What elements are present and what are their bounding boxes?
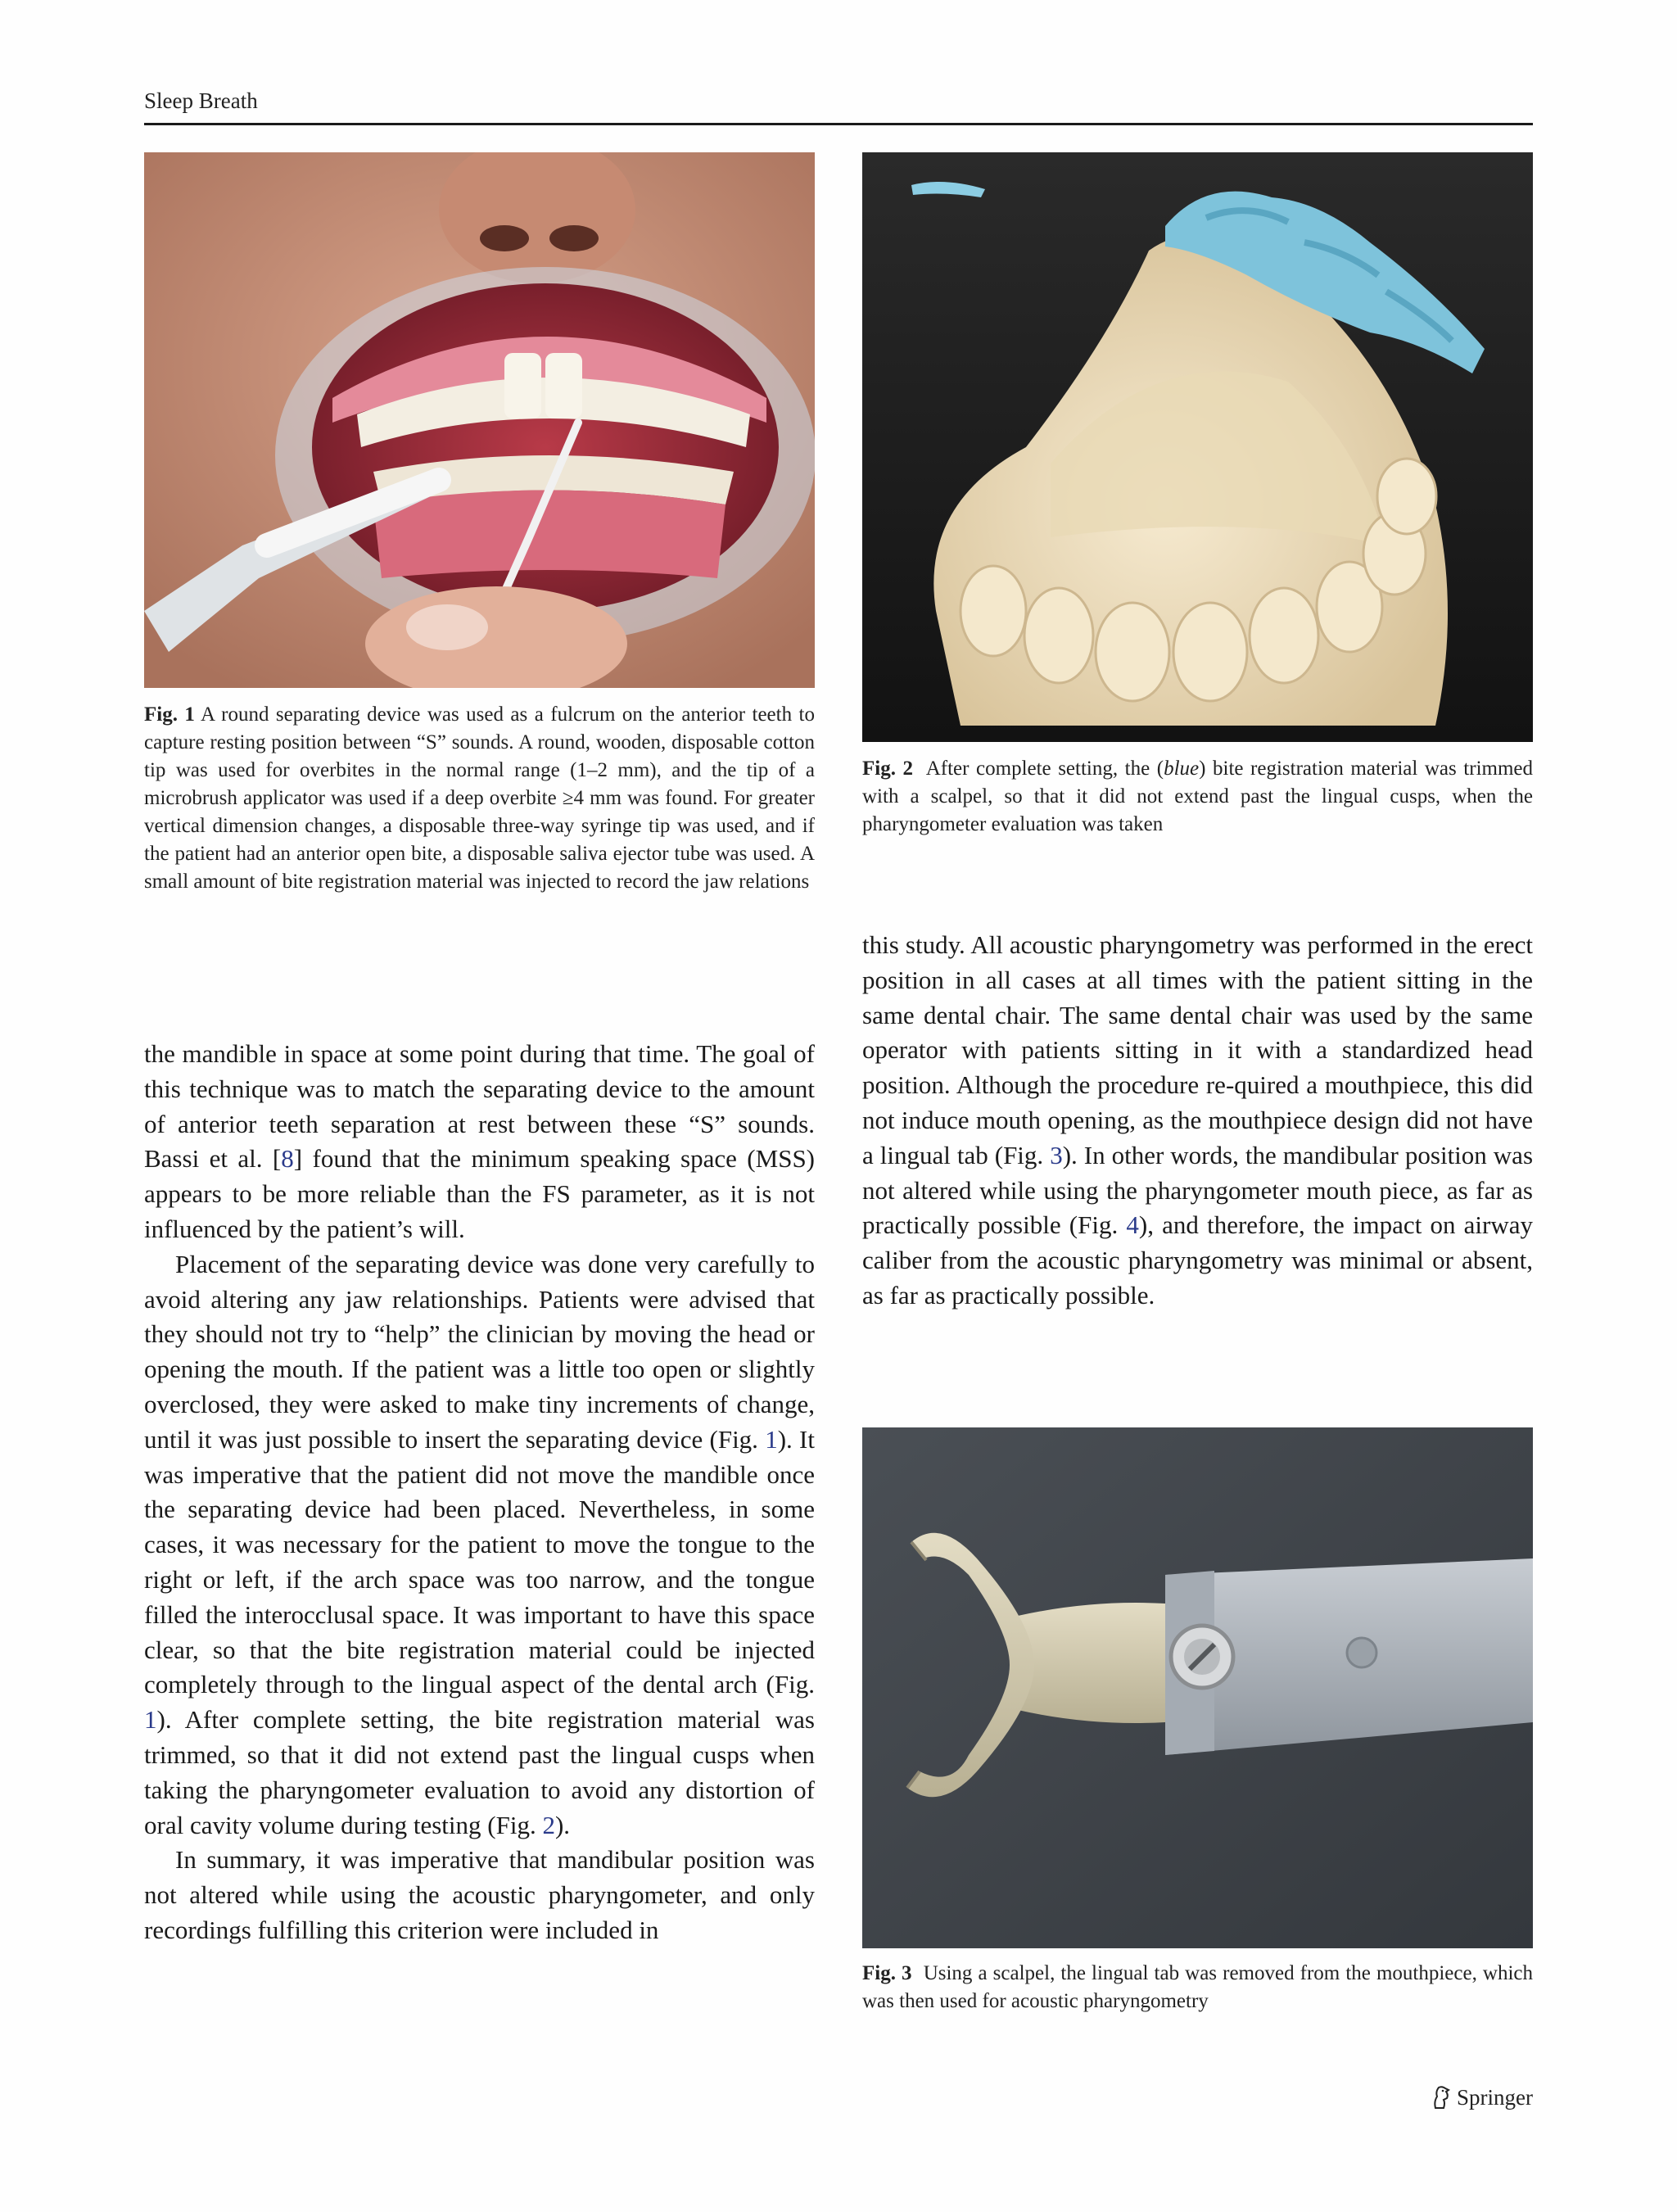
left-column-text: [144, 1037, 815, 1948]
figure-2-label: Fig. 2: [862, 758, 914, 780]
paragraph: [144, 1247, 815, 1843]
figure-2-caption: [862, 755, 1533, 839]
figure-link[interactable]: 1: [144, 1705, 157, 1735]
paragraph: [144, 1037, 815, 1247]
text-run: the mandible in space at some point during that time. The goal of this technique was to match the separating device to the amount of anterior teeth separation at rest between these “S” sounds. Bassi et al. [: [144, 1039, 815, 1174]
figure-2-caption-before: After complete setting, the (: [925, 758, 1164, 780]
figure-2-caption-after: ) bite registration material was trimmed with a scalpel, so that it did not extend past the lingual cusps, when the pharyngometer evaluation was taken: [862, 758, 1534, 835]
text-run: ). After complete setting, the bite registration material was trimmed, so that it did not extend past the lingual cusps when taking the pharyngometer evaluation to avoid any distortion of oral cavity volume during testing (Fig.: [144, 1705, 815, 1839]
figure-3-photo: [862, 1427, 1533, 1948]
text-run: ). It was imperative that the patient did not move the mandible once the separating device had been placed. Nevertheless, in some cases, it was necessary for the patient to move the tongue to the right or left, if the arch space was too narrow, and the tongue filled the interocclusal space. It was important to have this space clear, so that the bite registration material could be injected completely through to the lingual aspect of the dental arch (Fig.: [144, 1424, 815, 1699]
figure-1-photo: [144, 152, 815, 688]
figure-3-caption-text: Using a scalpel, the lingual tab was removed from the mouthpiece, which was then used for acoustic pharyngometry: [862, 1962, 1533, 2012]
paragraph: In summary, it was imperative that mandibular position was not altered while using the acoustic pharyngometer, and only recordings fulfilling this criterion were included in: [144, 1845, 815, 1944]
header-rule: [144, 123, 1533, 125]
text-run: ).: [554, 1810, 571, 1839]
figure-1-caption: [144, 701, 815, 896]
text-run: Placement of the separating device was done very carefully to avoid altering any jaw relationships. Patients were advised that they should not try to “help” the clinician by moving the head or opening the mouth. If the patient was a little too open or slightly overclosed, they were asked to make tiny increments of change, until it was just possible to insert the separating device (Fig.: [144, 1249, 815, 1454]
figure-1-label: Fig. 1: [144, 703, 195, 726]
figure-link[interactable]: 1: [765, 1424, 778, 1454]
text-run: ] found that the minimum speaking space (MSS) appears to be more reliable than the FS parameter, as it is not influenced by the patient’s will.: [144, 1144, 816, 1243]
figure-3-label: Fig. 3: [862, 1962, 912, 1984]
paragraph: [862, 928, 1533, 1314]
figure-link[interactable]: 2: [542, 1810, 555, 1839]
figure-2-caption-emphasis: blue: [1164, 758, 1200, 780]
running-head: Sleep Breath: [144, 88, 258, 113]
text-run: ), and therefore, the impact on airway caliber from the acoustic pharyngometry was minimal or absent, as far as practically possible.: [862, 1210, 1534, 1310]
springer-horse-icon: [1431, 2085, 1452, 2110]
text-run: this study. All acoustic pharyngometry was performed in the erect position in all cases at all times with the patient sitting in the same dental chair. The same dental chair was used by the same operator with patients sitting in it with a standardized head position. Although the procedure re-quired a mouthpiece, this did not induce mouth opening, as the mouthpiece design did not have a lingual tab (Fig.: [862, 930, 1533, 1169]
figure-2-photo: [862, 152, 1533, 742]
figure-link[interactable]: 3: [1050, 1140, 1063, 1169]
figure-link[interactable]: 4: [1126, 1210, 1139, 1240]
text-run: ). In other words, the mandibular position was not altered while using the pharyngometer mouth piece, as far as practically possible (Fig.: [862, 1140, 1534, 1240]
publisher-name: Springer: [1457, 2084, 1533, 2110]
figure-3-caption: [862, 1960, 1533, 2015]
figure-1-caption-text: A round separating device was used as a fulcrum on the anterior teeth to capture resting position between “S” sounds. A round, wooden, disposable cotton tip was used for overbites in the normal range (1–2 mm), and the tip of a microbrush applicator was used if a deep overbite ≥4 mm was found. For greater vertical dimension changes, a disposable three-way syringe tip was used, and if the patient had an anterior open bite, a disposable saliva ejector tube was used. A small amount of bite registration material was injected to record the jaw relations: [144, 703, 815, 893]
publisher-logo: [1425, 2083, 1533, 2111]
right-column-text: [862, 928, 1533, 1314]
citation-link[interactable]: 8: [281, 1144, 294, 1174]
